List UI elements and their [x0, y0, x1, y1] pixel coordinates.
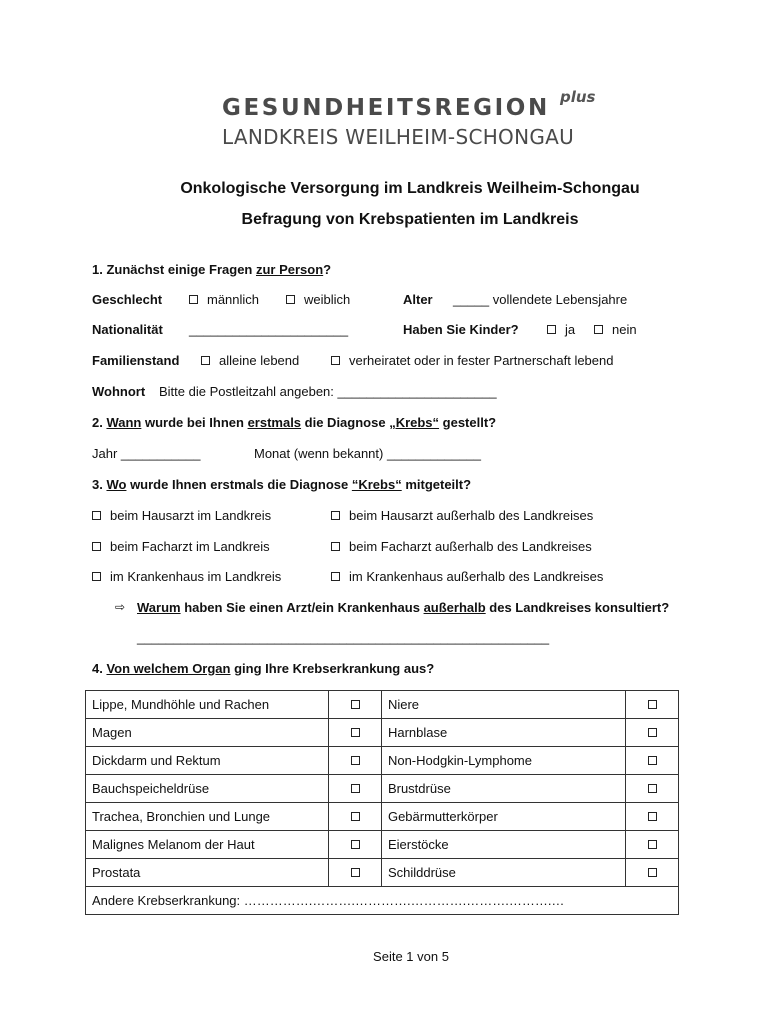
logo-line1: GESUNDHEITSREGION [222, 95, 550, 121]
organ-checkbox-cell[interactable] [329, 775, 382, 803]
checkbox-icon[interactable] [92, 511, 101, 520]
monat-field[interactable]: Monat (wenn bekannt) _____________ [254, 446, 481, 461]
checkbox-icon[interactable] [351, 812, 360, 821]
checkbox-icon[interactable] [351, 728, 360, 737]
familienstand-label: Familienstand [92, 353, 180, 368]
logo-plus: plus [560, 88, 596, 106]
table-row [86, 747, 679, 775]
organ-checkbox-cell[interactable] [329, 803, 382, 831]
organ-checkbox-cell[interactable] [329, 859, 382, 887]
checkbox-icon[interactable] [351, 756, 360, 765]
warum-answer-field[interactable]: _________________________________________________________ [137, 630, 550, 645]
organ-checkbox-cell[interactable] [626, 859, 679, 887]
checkbox-icon[interactable] [547, 325, 556, 334]
option-alleine[interactable]: alleine lebend [201, 353, 299, 368]
organ-checkbox-cell[interactable] [329, 831, 382, 859]
checkbox-icon[interactable] [201, 356, 210, 365]
organ-label: Lippe, Mundhöhle und Rachen [86, 691, 329, 719]
organ-label: Eierstöcke [381, 831, 625, 859]
option-krankenhaus-im[interactable]: im Krankenhaus im Landkreis [92, 569, 281, 584]
geschlecht-label: Geschlecht [92, 292, 163, 307]
table-row-andere [86, 887, 679, 915]
organ-label: Magen [86, 719, 329, 747]
organ-label: Malignes Melanom der Haut [86, 831, 329, 859]
table-row [86, 719, 679, 747]
option-facharzt-ausserhalb[interactable]: beim Facharzt außerhalb des Landkreises [331, 539, 592, 554]
kinder-label: Haben Sie Kinder? [403, 322, 519, 337]
option-facharzt-im[interactable]: beim Facharzt im Landkreis [92, 539, 270, 554]
andere-field[interactable]: Andere Krebserkrankung: …………….……….………….………….……….……….… [86, 887, 679, 915]
logo-line2: LANDKREIS WEILHEIM-SCHONGAU [222, 125, 575, 149]
checkbox-icon[interactable] [189, 295, 198, 304]
checkbox-icon[interactable] [351, 868, 360, 877]
organ-label: Schilddrüse [381, 859, 625, 887]
checkbox-icon[interactable] [331, 542, 340, 551]
organ-label: Niere [381, 691, 625, 719]
option-hausarzt-im[interactable]: beim Hausarzt im Landkreis [92, 508, 271, 523]
organ-checkbox-cell[interactable] [626, 831, 679, 859]
jahr-field[interactable]: Jahr ___________ [92, 446, 201, 461]
organ-checkbox-cell[interactable] [626, 747, 679, 775]
checkbox-icon[interactable] [648, 784, 657, 793]
page-footer: Seite 1 von 5 [373, 949, 449, 964]
nationalitaet-field[interactable]: ______________________ [189, 322, 349, 337]
organ-checkbox-cell[interactable] [329, 691, 382, 719]
option-weiblich[interactable]: weiblich [286, 292, 350, 307]
organ-label: Harnblase [381, 719, 625, 747]
organ-label: Prostata [86, 859, 329, 887]
alter-label: Alter [403, 292, 433, 307]
alter-field[interactable]: _____ vollendete Lebensjahre [453, 292, 628, 307]
option-verheiratet[interactable]: verheiratet oder in fester Partnerschaft lebend [331, 353, 613, 368]
checkbox-icon[interactable] [331, 572, 340, 581]
checkbox-icon[interactable] [648, 840, 657, 849]
organ-checkbox-cell[interactable] [626, 803, 679, 831]
organ-checkbox-cell[interactable] [329, 747, 382, 775]
option-maennlich[interactable]: männlich [189, 292, 259, 307]
table-row [86, 831, 679, 859]
organ-label: Non-Hodgkin-Lymphome [381, 747, 625, 775]
checkbox-icon[interactable] [648, 812, 657, 821]
checkbox-icon[interactable] [648, 756, 657, 765]
organ-checkbox-cell[interactable] [329, 719, 382, 747]
organ-label: Bauchspeicheldrüse [86, 775, 329, 803]
organ-label: Dickdarm und Rektum [86, 747, 329, 775]
table-row [86, 775, 679, 803]
checkbox-icon[interactable] [92, 572, 101, 581]
option-nein[interactable]: nein [594, 322, 637, 337]
organ-label: Brustdrüse [381, 775, 625, 803]
organ-checkbox-cell[interactable] [626, 691, 679, 719]
checkbox-icon[interactable] [594, 325, 603, 334]
table-row [86, 859, 679, 887]
checkbox-icon[interactable] [331, 511, 340, 520]
wohnort-field[interactable]: Bitte die Postleitzahl angeben: ______________________ [159, 384, 497, 399]
option-hausarzt-ausserhalb[interactable]: beim Hausarzt außerhalb des Landkreises [331, 508, 593, 523]
checkbox-icon[interactable] [92, 542, 101, 551]
checkbox-icon[interactable] [351, 840, 360, 849]
warum-question: Warum haben Sie einen Arzt/ein Krankenhaus außerhalb des Landkreises konsultiert? [137, 600, 670, 615]
question-4-heading: 4. Von welchem Organ ging Ihre Krebserkrankung aus? [92, 661, 435, 676]
question-3-heading: 3. Wo wurde Ihnen erstmals die Diagnose “Krebs“ mitgeteilt? [92, 477, 472, 492]
option-ja[interactable]: ja [547, 322, 575, 337]
question-2-heading: 2. Wann wurde bei Ihnen erstmals die Diagnose „Krebs“ gestellt? [92, 415, 497, 430]
table-row [86, 803, 679, 831]
organ-table [85, 690, 679, 915]
checkbox-icon[interactable] [286, 295, 295, 304]
organ-checkbox-cell[interactable] [626, 775, 679, 803]
checkbox-icon[interactable] [331, 356, 340, 365]
option-krankenhaus-ausserhalb[interactable]: im Krankenhaus außerhalb des Landkreises [331, 569, 603, 584]
document-subtitle: Befragung von Krebspatienten im Landkreis [241, 211, 579, 228]
checkbox-icon[interactable] [648, 700, 657, 709]
organ-checkbox-cell[interactable] [626, 719, 679, 747]
document-title: Onkologische Versorgung im Landkreis Weilheim-Schongau [180, 180, 640, 197]
organ-label: Trachea, Bronchien und Lunge [86, 803, 329, 831]
question-1-heading: 1. Zunächst einige Fragen zur Person? [92, 262, 332, 277]
wohnort-label: Wohnort [92, 384, 146, 399]
checkbox-icon[interactable] [648, 728, 657, 737]
checkbox-icon[interactable] [351, 700, 360, 709]
organ-label: Gebärmutterkörper [381, 803, 625, 831]
checkbox-icon[interactable] [648, 868, 657, 877]
table-row [86, 691, 679, 719]
checkbox-icon[interactable] [351, 784, 360, 793]
nationalitaet-label: Nationalität [92, 322, 163, 337]
arrow-right-icon: ⇨ [115, 600, 126, 614]
